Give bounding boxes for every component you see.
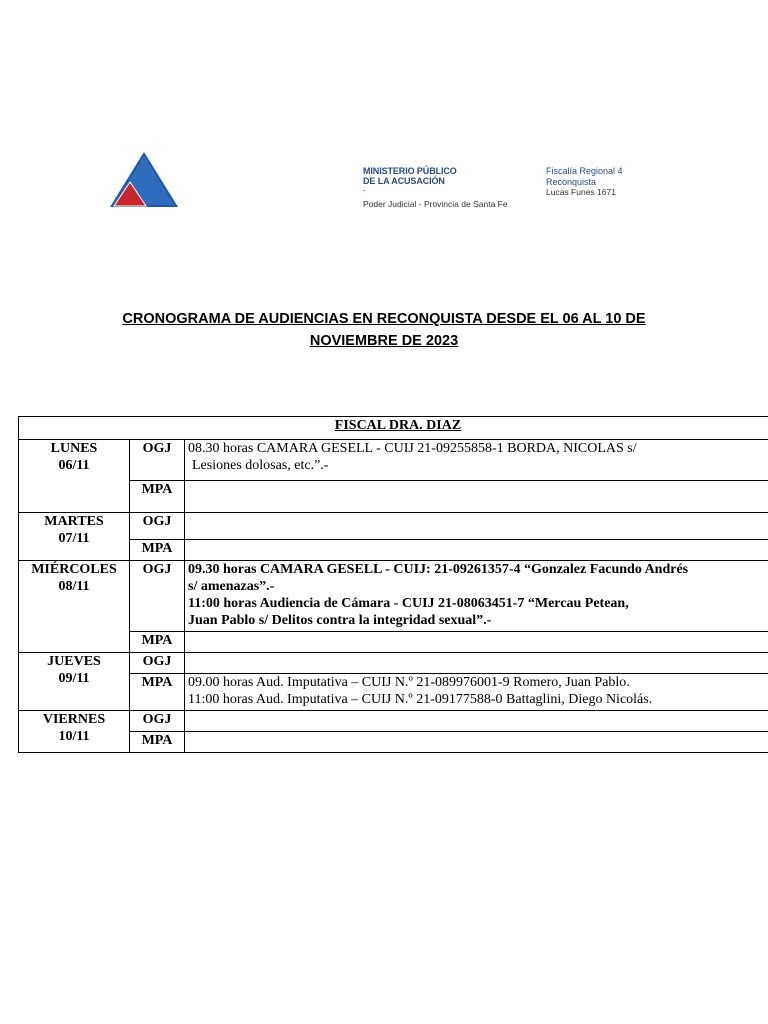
table-row — [19, 732, 768, 753]
hearing-entry — [185, 480, 768, 512]
day-cell — [19, 440, 130, 513]
day-cell — [19, 561, 130, 653]
day-name: JUEVES — [47, 654, 101, 669]
day-name: VIERNES — [42, 712, 106, 727]
hearing-entry — [185, 674, 768, 711]
org-dash: - — [363, 186, 366, 195]
org-subtitle: Poder Judicial - Provincia de Santa Fe — [363, 199, 508, 209]
office-label: MPA — [130, 674, 185, 711]
hearing-line: Juan Pablo s/ Delitos contra la integridad sexual”.- — [188, 613, 492, 628]
table-row — [19, 632, 768, 653]
hearing-entry — [185, 561, 768, 632]
table-row — [19, 480, 768, 512]
table-row — [19, 674, 768, 711]
day-name: MIÉRCOLES — [31, 562, 117, 577]
fiscalia-block — [546, 166, 623, 198]
fiscal-header: FISCAL DRA. DIAZ — [19, 417, 768, 440]
hearing-entry — [185, 711, 768, 732]
day-date: 08/11 — [58, 579, 90, 594]
table-row — [19, 561, 768, 632]
hearing-line: Lesiones dolosas, etc.”.- — [192, 458, 329, 473]
hearing-entry — [185, 513, 768, 540]
hearings-schedule-table — [18, 416, 768, 753]
day-name: MARTES — [44, 514, 104, 529]
table-row — [19, 711, 768, 732]
title-line2: NOVIEMBRE DE 2023 — [309, 333, 459, 349]
hearing-entry — [185, 632, 768, 653]
hearing-line: 11:00 horas Audiencia de Cámara - CUIJ 21-08063451-7 “Mercau Petean, — [188, 596, 629, 611]
fiscalia-address: Lucas Funes 1671 — [546, 187, 616, 197]
day-date: 10/11 — [58, 729, 90, 744]
org-name-line2: DE LA ACUSACIÓN — [363, 176, 445, 186]
hearing-entry — [185, 440, 768, 481]
office-label: OGJ — [130, 711, 185, 732]
organization-block — [363, 166, 508, 209]
table-row — [19, 513, 768, 540]
office-label: MPA — [130, 732, 185, 753]
office-label: OGJ — [130, 653, 185, 674]
fiscal-header-row — [19, 417, 768, 440]
office-label: OGJ — [130, 513, 185, 540]
day-cell — [19, 513, 130, 561]
office-label: MPA — [130, 540, 185, 561]
fiscalia-city: Reconquista — [546, 176, 597, 187]
fiscalia-name: Fiscalía Regional 4 — [546, 166, 623, 176]
hearing-line: 08.30 horas CAMARA GESELL - CUIJ 21-09255858-1 BORDA, NICOLAS s/ — [188, 441, 637, 456]
hearing-line: 09.30 horas CAMARA GESELL - CUIJ: 21-09261357-4 “Gonzalez Facundo Andrés — [188, 562, 689, 577]
day-cell — [19, 711, 130, 753]
office-label: OGJ — [130, 440, 185, 481]
hearing-entry — [185, 732, 768, 753]
hearing-line: 09.00 horas Aud. Imputativa – CUIJ N.º 21-089976001-9 Romero, Juan Pablo. — [188, 675, 630, 690]
org-name-line1: MINISTERIO PÚBLICO — [363, 166, 457, 176]
office-label: MPA — [130, 480, 185, 512]
day-name: LUNES — [50, 441, 98, 456]
day-date: 06/11 — [58, 458, 90, 473]
table-row — [19, 653, 768, 674]
page-title — [90, 308, 678, 352]
hearing-line: s/ amenazas”.- — [188, 579, 275, 594]
table-row — [19, 540, 768, 561]
hearing-entry — [185, 540, 768, 561]
office-label: OGJ — [130, 561, 185, 632]
day-date: 07/11 — [58, 531, 90, 546]
day-date: 09/11 — [58, 671, 90, 686]
hearing-entry — [185, 653, 768, 674]
office-label: MPA — [130, 632, 185, 653]
ministerio-logo-icon — [108, 150, 180, 210]
title-line1: CRONOGRAMA DE AUDIENCIAS EN RECONQUISTA DESDE EL 06 AL 10 DE — [122, 311, 646, 327]
table-row — [19, 440, 768, 481]
day-cell — [19, 653, 130, 711]
hearing-line: 11:00 horas Aud. Imputativa – CUIJ N.º 21-09177588-0 Battaglini, Diego Nicolás. — [188, 692, 653, 707]
